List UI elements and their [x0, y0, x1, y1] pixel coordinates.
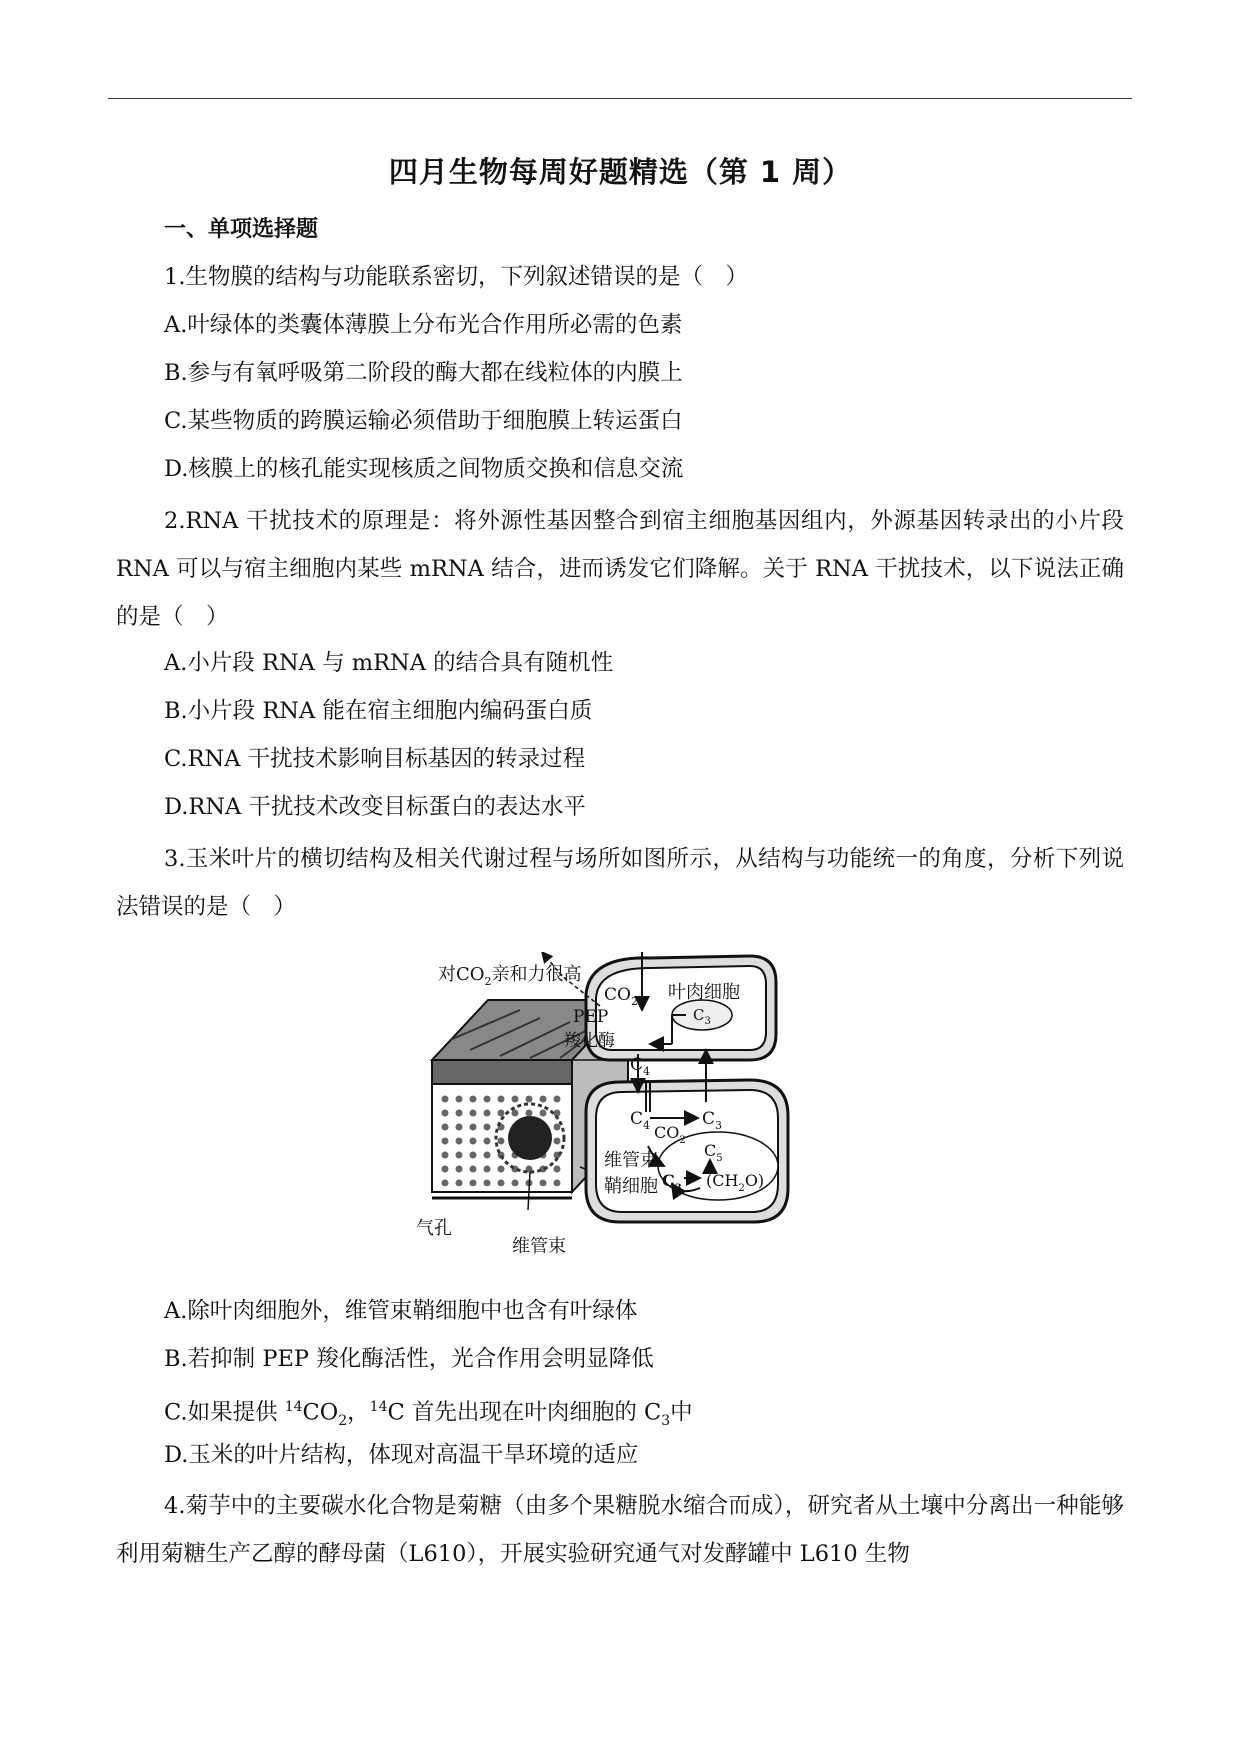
label-mesophyll: 叶肉细胞: [668, 982, 740, 1003]
question-3-option-c: C.如果提供 $^{14}CO_2$，$^{14}$C 首先出现在叶肉细胞的 $C_3$中: [164, 1399, 693, 1429]
label-c3-mesophyll: $C_3$: [693, 1006, 711, 1027]
label-pep: PEP: [573, 1007, 609, 1027]
question-2-option-c: C.RNA 干扰技术影响目标基因的转录过程: [164, 746, 586, 772]
question-4-stem: 4.菊芋中的主要碳水化合物是菊糖（由多个果糖脱水缩合而成），研究者从土壤中分离出一种能够利用菊糖生产乙醇的酵母菌（L610），开展实验研究通气对发酵罐中 L610 生物: [116, 1493, 1124, 1567]
section-heading: 一、单项选择题: [164, 217, 319, 242]
question-3-option-a: A.除叶肉细胞外，维管束鞘细胞中也含有叶绿体: [164, 1298, 638, 1324]
label-co2-sheath: $CO_2$: [654, 1123, 686, 1146]
label-c3-cycle: $C_3$: [662, 1171, 682, 1194]
question-3-stem: 3.玉米叶片的横切结构及相关代谢过程与场所如图所示，从结构与功能统一的角度，分析下列说法错误的是（ ）: [116, 846, 1124, 920]
label-affinity: 对$CO_2$亲和力很高: [438, 964, 582, 988]
corn-leaf-diagram: [410, 952, 880, 1282]
label-enzyme: 羧化酶: [564, 1031, 615, 1051]
question-2-option-d: D.RNA 干扰技术改变目标蛋白的表达水平: [164, 794, 586, 820]
label-c3-sheath: $C_3$: [702, 1109, 723, 1132]
question-2-stem: 2.RNA 干扰技术的原理是：将外源性基因整合到宿主细胞基因组内，外源基因转录出的小片段 RNA 可以与宿主细胞内某些 mRNA 结合，进而诱发它们降解。关于 RNA 干扰技术，以下说法正确的是（ ）: [116, 508, 1124, 630]
question-2-option-b: B.小片段 RNA 能在宿主细胞内编码蛋白质: [164, 698, 593, 724]
question-1-stem: 1.生物膜的结构与功能联系密切，下列叙述错误的是（ ）: [164, 264, 748, 290]
label-ch2o: $(CH_2O)$: [706, 1171, 765, 1194]
label-stoma: 气孔: [416, 1218, 452, 1239]
question-1-option-a: A.叶绿体的类囊体薄膜上分布光合作用所必需的色素: [164, 312, 683, 338]
question-3-option-b: B.若抑制 PEP 羧化酶活性，光合作用会明显降低: [164, 1346, 654, 1372]
label-sheath-1: 维管束: [604, 1150, 658, 1171]
question-1-option-d: D.核膜上的核孔能实现核质之间物质交换和信息交流: [164, 456, 684, 482]
question-3-option-d: D.玉米的叶片结构，体现对高温干旱环境的适应: [164, 1442, 639, 1468]
label-vascular-bundle: 维管束: [512, 1236, 566, 1257]
question-1-option-c: C.某些物质的跨膜运输必须借助于细胞膜上转运蛋白: [164, 408, 683, 434]
question-1-option-b: B.参与有氧呼吸第二阶段的酶大都在线粒体的内膜上: [164, 360, 683, 386]
label-sheath-2: 鞘细胞: [604, 1176, 658, 1197]
label-c4-bottom: $C_4$: [630, 1109, 651, 1132]
label-co2-top: $CO_2$: [604, 985, 638, 1008]
label-c4-top: $C_4$: [630, 1055, 651, 1078]
question-2-option-a: A.小片段 RNA 与 mRNA 的结合具有随机性: [164, 650, 614, 676]
page-title: 四月生物每周好题精选（第 1 周）: [388, 155, 853, 189]
label-c5: $C_5$: [704, 1141, 723, 1164]
header-rule: [108, 98, 1132, 99]
